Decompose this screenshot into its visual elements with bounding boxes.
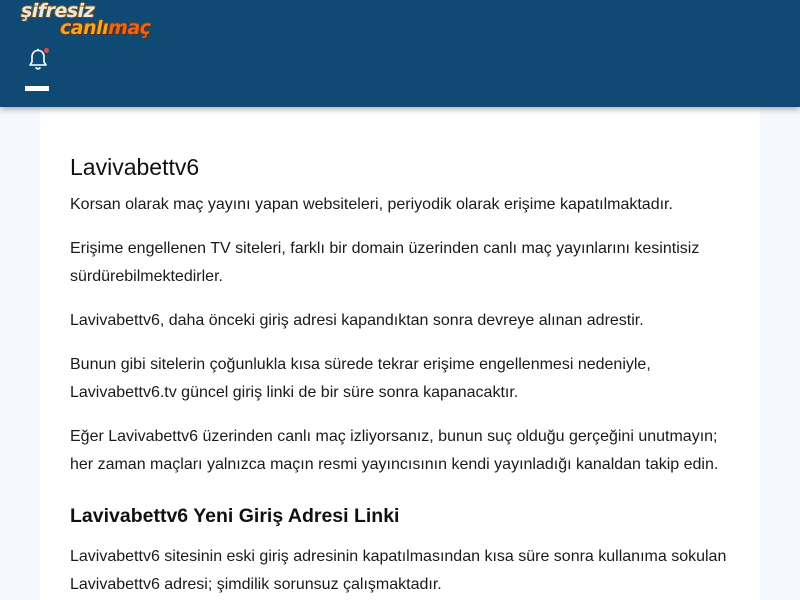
page-title: Lavivabettv6 <box>70 154 200 180</box>
article-paragraph-1: Korsan olarak maç yayını yapan websiteleri, periyodik olarak erişime kapatılmaktadır. <box>70 196 673 213</box>
logo-text-canlimac <box>60 17 151 39</box>
article-paragraph-2: Erişime engellenen TV siteleri, farklı bir domain üzerinden canlı maç yayınlarını kesintisiz sürdürebilmektedirler. <box>70 240 700 285</box>
notification-button[interactable] <box>28 48 50 72</box>
article-card <box>40 107 760 600</box>
site-header <box>0 0 800 107</box>
section-title: Lavivabettv6 Yeni Giriş Adresi Linki <box>70 505 400 527</box>
article-paragraph-5: Eğer Lavivabettv6 üzerinden canlı maç izliyorsanız, bunun suç olduğu gerçeğini unutmayın; her zaman maçları yalnızca maçın resmi yayıncısının kendi yayınladığı kanaldan takip edin. <box>70 428 719 473</box>
site-logo[interactable] <box>20 1 166 41</box>
logo-text-sifresiz: şifresiz <box>21 0 95 22</box>
article-paragraph-3: Lavivabettv6, daha önceki giriş adresi kapandıktan sonra devreye alınan adrestir. <box>70 312 644 329</box>
menu-toggle-button[interactable] <box>25 86 49 91</box>
article-paragraph-4: Bunun gibi sitelerin çoğunlukla kısa sürede tekrar erişime engellenmesi nedeniyle, Lavivabettv6.tv güncel giriş linki de bir süre sonra kapanacaktır. <box>70 356 651 401</box>
logo-text-mac: maç <box>108 17 151 39</box>
notification-badge <box>44 48 49 53</box>
section-paragraph-1: Lavivabettv6 sitesinin eski giriş adresinin kapatılmasından kısa süre sonra kullanıma sokulan Lavivabettv6 adresi; şimdilik sorunsuz çalışmaktadır. <box>70 548 727 593</box>
logo-text-canli: canlı <box>60 17 109 39</box>
